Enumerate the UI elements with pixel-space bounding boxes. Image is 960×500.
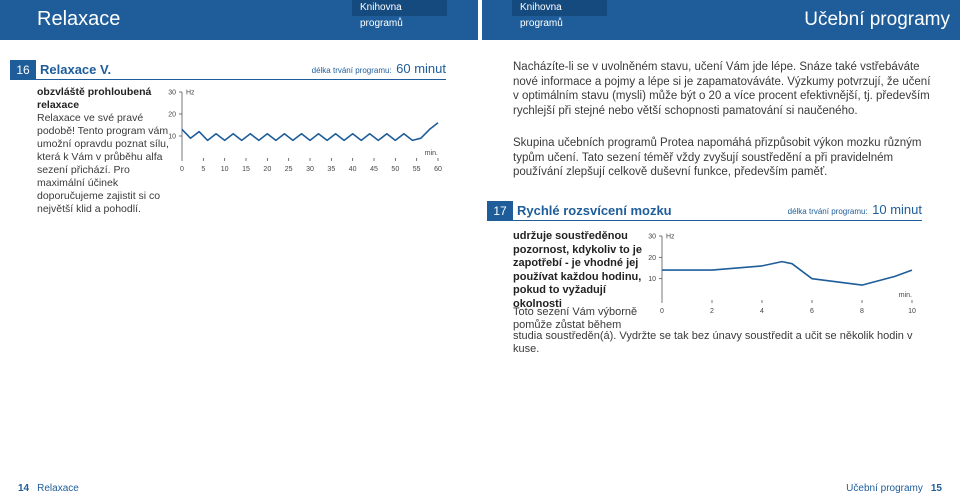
section-number: 17 [487, 201, 513, 221]
duration-label: délka trvání programu: [311, 66, 392, 75]
section-16-header [10, 60, 446, 80]
section-17-header [487, 201, 922, 221]
duration [788, 201, 922, 219]
x-tick-label: 60 [434, 166, 442, 173]
x-tick-label: 50 [391, 166, 400, 173]
x-tick-label: 4 [760, 308, 764, 315]
section-title: Relaxace V. [40, 62, 112, 77]
section-number: 16 [10, 60, 36, 80]
sidebar-bold-text: obzvláště prohloubená relaxace [37, 86, 152, 111]
section-17-bold-text: udržuje soustředěnou pozornost, kdykoliv to je zapotřebí - je vhodné jej používat každou hodinu, pokud to vyžadují okolnosti [513, 230, 642, 310]
frequency-chart-60min [160, 82, 450, 178]
frequency-chart-10min [640, 228, 930, 320]
series-line [662, 262, 912, 286]
x-tick-label: 5 [201, 166, 206, 173]
footer-label-right: Učební programy [846, 483, 923, 494]
duration-label: délka trvání programu: [787, 207, 868, 216]
left-page-title: Relaxace [37, 8, 121, 30]
duration-value: 10 minut [872, 202, 922, 217]
footer-label-left: Relaxace [37, 483, 79, 494]
section-title: Rychlé rozsvícení mozku [517, 203, 672, 218]
series-line [182, 123, 438, 141]
x-axis-label: min. [898, 292, 912, 299]
x-tick-label: 0 [660, 308, 664, 315]
x-tick-label: 6 [810, 308, 814, 315]
section-17-tail-text: studia soustředěn(á). Vydržte se tak bez únavy soustředit a učit se několik hodin v kuse. [513, 330, 913, 355]
y-axis-label: Hz [666, 233, 675, 241]
x-tick-label: 35 [327, 166, 336, 173]
page-number-left: 14 [18, 483, 30, 494]
right-page-title: Učební programy [804, 9, 950, 30]
sidebar-body-text: Relaxace ve své pravé podobě! Tento program vám umožní opravdu poznat sílu, která k Vám v průběhu alfa sezení přichází. Pro maximální účinek doporučujeme zajistit si co největší klid a pohodlí. [37, 112, 169, 215]
x-tick-label: 55 [412, 166, 421, 173]
x-tick-label: 8 [860, 308, 864, 315]
page-number-right: 15 [930, 483, 942, 494]
y-tick-label: 30 [648, 233, 656, 241]
footer-left [10, 483, 79, 494]
x-tick-label: 45 [370, 166, 378, 173]
duration [312, 60, 446, 78]
y-tick-label: 10 [648, 276, 656, 284]
x-tick-label: 10 [220, 166, 229, 173]
library-tab-left[interactable]: Knihovna programů [352, 0, 447, 16]
y-tick-label: 30 [168, 89, 176, 97]
x-tick-label: 0 [180, 166, 184, 173]
footer-right [846, 483, 950, 494]
section-17-body-text: Toto sezení Vám výborně pomůže zůstat během [513, 306, 638, 331]
x-axis-label: min. [424, 150, 438, 157]
x-tick-label: 2 [710, 308, 714, 315]
x-tick-label: 10 [908, 308, 916, 315]
x-tick-label: 20 [263, 166, 272, 173]
page-gutter [478, 0, 482, 40]
y-tick-label: 20 [648, 254, 656, 262]
x-tick-label: 25 [284, 166, 293, 173]
duration-value: 60 minut [396, 61, 446, 76]
x-tick-label: 40 [348, 166, 357, 173]
x-tick-label: 30 [306, 166, 314, 173]
section-16-description [37, 86, 174, 216]
intro-paragraph-2: Skupina učebních programů Protea napomáhá přizpůsobit výkon mozku různým typům učení. Tato sezení téměř vždy zvyšují soustředění a při pravidelném používání zlepšují celkově duševní funkce, především paměť. [513, 137, 922, 178]
x-tick-label: 15 [242, 166, 250, 173]
y-tick-label: 20 [168, 111, 176, 119]
y-tick-label: 10 [168, 133, 176, 141]
intro-paragraph-1: Nacházíte-li se v uvolněném stavu, učení Vám jde lépe. Snáze také vstřebáváte nové informace a pojmy a lépe si je zapamatováváte. Výzkumy potvrzují, že učení v optimálním stavu (mysli) může být o 20 a více procent efektivnější, tj. především rychlejší při stejné nebo větší schopnosti pamatování si naučeného. [513, 61, 931, 117]
y-axis-label: Hz [186, 89, 195, 97]
library-tab-right[interactable]: Knihovna programů [512, 0, 607, 16]
